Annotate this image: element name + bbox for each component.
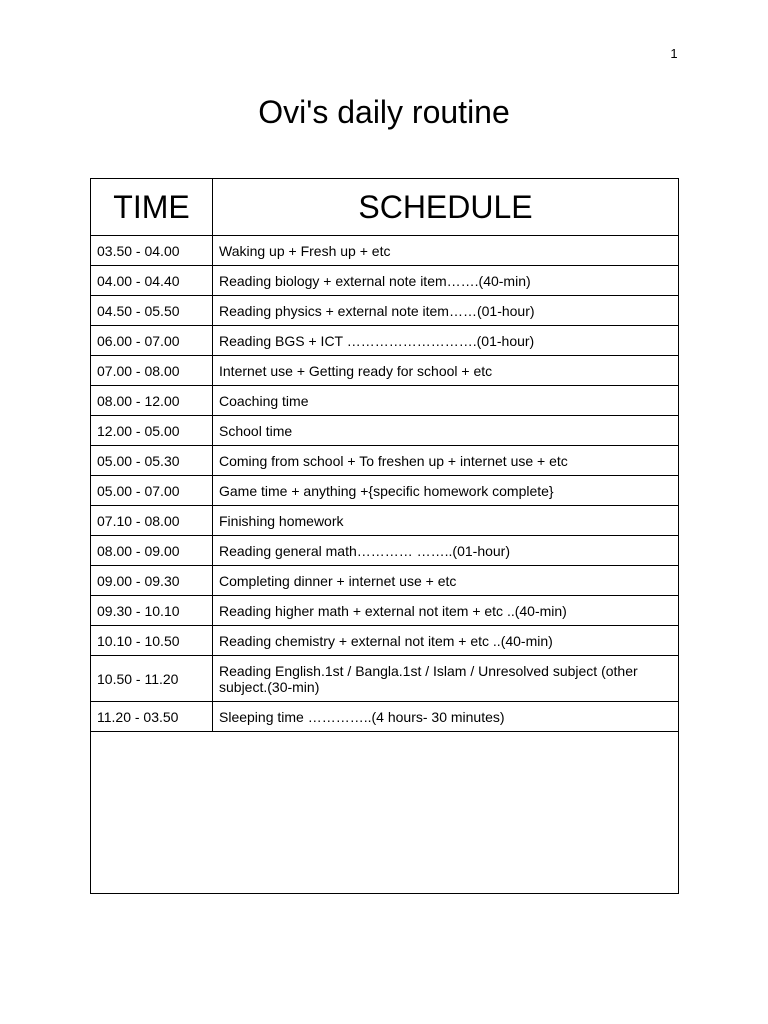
time-cell: 05.00 - 05.30	[91, 446, 213, 476]
time-cell: 07.00 - 08.00	[91, 356, 213, 386]
time-cell: 09.00 - 09.30	[91, 566, 213, 596]
schedule-cell: Reading general math………… ……..(01-hour)	[213, 536, 679, 566]
table-row	[91, 656, 679, 702]
time-cell: 07.10 - 08.00	[91, 506, 213, 536]
time-cell: 06.00 - 07.00	[91, 326, 213, 356]
time-cell: 08.00 - 12.00	[91, 386, 213, 416]
schedule-cell: Finishing homework	[213, 506, 679, 536]
table-row	[91, 416, 679, 446]
table-row	[91, 356, 679, 386]
time-cell: 03.50 - 04.00	[91, 236, 213, 266]
table-row	[91, 266, 679, 296]
schedule-cell: Reading BGS + ICT ……………………….(01-hour)	[213, 326, 679, 356]
time-cell: 10.10 - 10.50	[91, 626, 213, 656]
table-row	[91, 506, 679, 536]
routine-table	[90, 178, 679, 894]
time-cell: 05.00 - 07.00	[91, 476, 213, 506]
schedule-cell: Game time + anything +{specific homework complete}	[213, 476, 679, 506]
schedule-cell: Waking up + Fresh up + etc	[213, 236, 679, 266]
time-cell: 11.20 - 03.50	[91, 702, 213, 732]
table-header-row	[91, 179, 679, 236]
table-row	[91, 236, 679, 266]
table-row	[91, 566, 679, 596]
empty-table-row	[91, 732, 679, 894]
schedule-cell: School time	[213, 416, 679, 446]
table-row	[91, 596, 679, 626]
column-header-time: TIME	[91, 179, 213, 236]
table-row	[91, 296, 679, 326]
schedule-cell: Reading English.1st / Bangla.1st / Islam / Unresolved subject (other subject.(30-min)	[213, 656, 679, 702]
empty-cell	[91, 732, 679, 894]
schedule-cell: Completing dinner + internet use + etc	[213, 566, 679, 596]
table-row	[91, 446, 679, 476]
schedule-cell: Sleeping time …………..(4 hours- 30 minutes)	[213, 702, 679, 732]
table-row	[91, 386, 679, 416]
schedule-cell: Coaching time	[213, 386, 679, 416]
table-row	[91, 626, 679, 656]
time-cell: 12.00 - 05.00	[91, 416, 213, 446]
column-header-schedule: SCHEDULE	[213, 179, 679, 236]
time-cell: 04.00 - 04.40	[91, 266, 213, 296]
time-cell: 04.50 - 05.50	[91, 296, 213, 326]
schedule-cell: Reading biology + external note item…….(40-min)	[213, 266, 679, 296]
table-row	[91, 326, 679, 356]
time-cell: 08.00 - 09.00	[91, 536, 213, 566]
page-number: 1	[670, 46, 678, 61]
schedule-cell: Reading chemistry + external not item + etc ..(40-min)	[213, 626, 679, 656]
schedule-cell: Coming from school + To freshen up + internet use + etc	[213, 446, 679, 476]
table-row	[91, 476, 679, 506]
table-row	[91, 702, 679, 732]
time-cell: 10.50 - 11.20	[91, 656, 213, 702]
schedule-cell: Reading physics + external note item……(01-hour)	[213, 296, 679, 326]
table-row	[91, 536, 679, 566]
schedule-cell: Reading higher math + external not item + etc ..(40-min)	[213, 596, 679, 626]
schedule-cell: Internet use + Getting ready for school + etc	[213, 356, 679, 386]
time-cell: 09.30 - 10.10	[91, 596, 213, 626]
page-title: Ovi's daily routine	[258, 94, 510, 130]
